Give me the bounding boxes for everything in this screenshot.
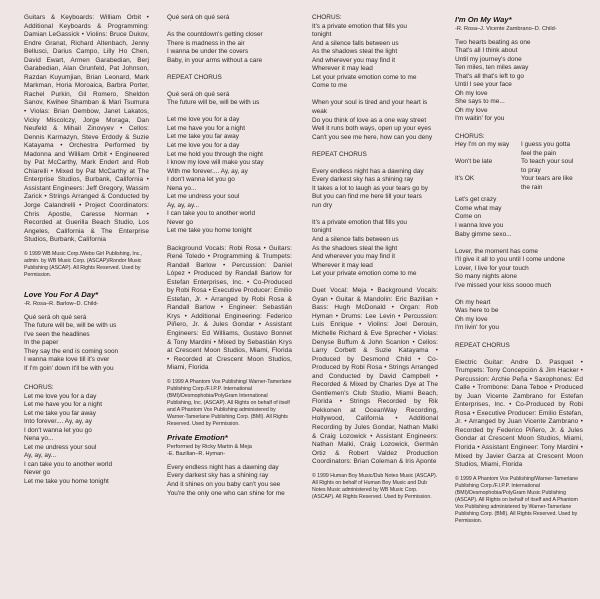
lyric-line: I know my love will make you stay [167, 159, 264, 167]
lyric-line: Lover, I live for your touch [455, 264, 529, 272]
column-4 [455, 14, 583, 531]
chorus-label: CHORUS: [312, 14, 342, 21]
lyric-line: There is madness in the air [167, 39, 245, 47]
lyrics-chorus [312, 23, 438, 91]
song-title: Private Emotion* [167, 433, 228, 443]
lyric-line: the rain [521, 183, 543, 191]
lyric-line: Two hearts beating as one [455, 38, 531, 46]
lyric-line: Nena yo... [24, 435, 54, 443]
lyric-line: Every darkest sky has a shining ray [312, 176, 414, 184]
lyrics-lines [167, 91, 292, 108]
lyric-line: Let your private emotion come to me [312, 270, 417, 278]
lyric-line: Let me undress your soul [24, 443, 97, 451]
copyright-text: © 1999 A Phantom Vox Publishing/Warner-Tamerlane Publishing Corp./F.I.P.P. International (BMI)/Desmophobia/PolyGram Music Publishing (ASCAP). All Rights on behalf of itself and A Phantom Vox Publishing administered by Warner-Tamerlane Publishing Corp. (BMI). All Rights Reserved. Used by Permission. [455, 475, 579, 525]
lyrics-chorus [167, 116, 292, 236]
chorus-two-column [455, 141, 583, 192]
lyric-line: Hey I'm on my way [455, 141, 510, 149]
song-performer: Performed by Ricky Martin & Meja [167, 443, 252, 450]
lyric-line: Qué será oh qué será [167, 90, 230, 98]
lyric-line: Can't you see me here, how can you deny [312, 133, 433, 141]
lyric-line: Let me take you home tonight [167, 227, 252, 235]
lyric-line: Never go [24, 469, 51, 477]
repeat-chorus-label: REPEAT CHORUS [455, 341, 510, 349]
lyric-line: I wanna make love till it's over [24, 356, 110, 364]
lyric-line: Was here to be [455, 307, 499, 315]
lyric-line: And wherever you may find it [312, 56, 396, 64]
lyric-line: Do you think of love as a one way street [312, 116, 427, 124]
lyric-line: That's all that's left to go [455, 72, 525, 80]
lyric-line: Come on [455, 213, 482, 221]
song-title: Love You For A Day* [24, 290, 99, 300]
lyric-line: Ay, ay, ay... [167, 201, 200, 209]
lyric-line: Wherever it may lead [312, 65, 373, 73]
lyric-line: Let me love you for a day [167, 116, 240, 124]
chorus-label: CHORUS: [24, 384, 54, 392]
lyric-line [455, 167, 517, 176]
lyric-line: Until my journey's done [455, 55, 522, 63]
lyric-line: Let's get crazy [455, 196, 497, 204]
lyric-line: It takes a lot to laugh as your tears go by [312, 184, 428, 192]
lyric-line: Every endless night has a dawning day [167, 463, 279, 471]
lyric-line: I've missed your kiss soooo much [455, 281, 552, 289]
lyric-line: Your tears are like [521, 175, 573, 183]
lyric-line: Baby gimme sexo... [455, 230, 512, 238]
copyright-text: © 1999 WB Music Corp./Webo Girl Publishing, Inc., admin. by WB Music Corp. (ASCAP)/Rondor Music Publishing (ASCAP). All Rights Reserved. Used by Permission. [24, 250, 143, 279]
lyric-line: Let me love you for a day [24, 392, 97, 400]
lyrics-verse [167, 31, 292, 65]
lyric-line: Come to me [312, 82, 348, 90]
lyric-line: You're the only one who can shine for me [167, 489, 285, 497]
lyrics-chorus [24, 393, 149, 487]
lyric-line: When your soul is tired and your heart is [312, 99, 428, 107]
lyric-line: I wanna be under the covers [167, 48, 249, 56]
copyright-text: © 1999 Human Boy Music/Dub Notes Music (ASCAP). All Rights on behalf of Human Boy Music and Dub Notes Music administered by WB Music Corp. (ASCAP). All Rights Reserved. Used by Permission. [312, 472, 438, 501]
lyric-line: I guess you gotta [521, 141, 571, 149]
lyric-line: to pray [521, 166, 541, 174]
lyric-line: The future will be, will be with us [24, 322, 117, 330]
lyric-line: I don't wanna let you go [24, 426, 92, 434]
song-credit: -E. Bazilian–R. Hyman- [167, 450, 226, 457]
lyric-line: tonight [312, 227, 332, 235]
copyright-text: © 1999 A Phantom Vox Publishing/ Warner-Tamerlane Publishing Corp./F.I.P.P. International (BMI)/Desmophobia/PolyGram International Publishing, Inc. (ASCAP). All Rights on behalf of itself and A Phantom Vox Publishing administered by Warner-Tamerlane Publishing Corp. (BMI). All Rights Reserved. Used by Permission. [167, 378, 292, 428]
lyric-line: Well it runs both ways, open up your eyes [312, 125, 432, 133]
lyric-line: Qué será oh qué será [167, 14, 230, 21]
lyric-line: I wanna love you [455, 221, 504, 229]
lyric-line: Let me love you for a day [167, 142, 240, 150]
song-credit: -R. Rosa–R. Barlow–D. Child- [24, 300, 99, 307]
lyric-line: Into forever.... Ay, ay, ay [24, 418, 92, 426]
lyrics-verse [312, 168, 438, 211]
lyric-line: Baby, in your arms without a care [167, 56, 263, 64]
song-credit: -R. Rosa–J. Vicente Zambrano–D. Child- [455, 25, 557, 32]
lyrics-verse [24, 314, 149, 374]
lyric-line: Let your private emotion come to me [312, 73, 417, 81]
lyric-line: feel the pain [521, 149, 557, 157]
lyric-line: Ay, ay, ay... [24, 452, 57, 460]
lyric-line: I'll give it all to you until I come undone [455, 256, 566, 264]
lyric-line: It's a private emotion that fills you [312, 218, 407, 226]
lyric-line: weak [312, 107, 328, 115]
lyric-line: I don't wanna let you go [167, 176, 235, 184]
lyric-line: Lover, the moment has come [455, 247, 539, 255]
lyric-line: If I'm goin' down it'll be with you [24, 364, 114, 372]
lyric-line: It's a private emotion that fills you [312, 22, 407, 30]
credits-text: Background Vocals: Robi Rosa • Guitars: René Toledo • Programming & Trumpets: Randall Barlow • Percussion: Daniel López • Produced by Randall Barlow for Estefan Enterprises, Inc. • Co-Produced by Robi Rosa • Executive Producer: Emilio Estefan, Jr. • Arranged by Robi Rosa & Randall Barlow • Engineer: Sebastián Krys • Additional Engineering: Federico Piñero, Jr. & Jules Gondar • Assistant Engineers: Ed Williams, Gustavo Bonnet & Tony Mardini • Mixed by Sebastián Krys at Crescent Moon Studios, Miami, Florida • Recorded at Crescent Moon Studios, Miami, Florida [167, 244, 292, 372]
lyric-line: So many nights alone [455, 273, 517, 281]
lyrics-verse [312, 99, 438, 142]
lyric-line: tonight [312, 31, 332, 39]
lyric-line: They say the end is coming soon [24, 347, 119, 355]
lyric-line [455, 150, 517, 159]
chorus-label: CHORUS: [455, 132, 485, 140]
lyric-line: It's OK [455, 175, 475, 183]
chorus-left-lines [455, 141, 517, 192]
lyric-line: Never go [167, 218, 194, 226]
lyric-line: The future will be, will be with us [167, 99, 260, 107]
lyric-line: Let me have you for a night [167, 124, 246, 132]
lyric-line: Ten miles, ten miles away [455, 64, 529, 72]
lyric-line: And a silence falls between us [312, 236, 399, 244]
lyric-line: Let me have you for a night [24, 401, 103, 409]
column-3 [312, 14, 438, 507]
column-2 [167, 14, 292, 498]
lyric-line: Let me hold you through the night [167, 150, 263, 158]
lyric-line: Oh my love [455, 106, 488, 114]
lyric-line: But you can find me here till your tears [312, 193, 422, 201]
lyric-line: In the paper [24, 339, 59, 347]
lyrics-verse [455, 39, 583, 124]
lyric-line: I've seen the headlines [24, 330, 90, 338]
lyric-line: I'm livin' for you [455, 324, 499, 332]
lyrics-verse [455, 299, 583, 333]
lyric-line: As the countdown's getting closer [167, 31, 263, 39]
lyric-line: I can take you to another world [24, 460, 113, 468]
lyric-line: Oh my love [455, 315, 488, 323]
lyric-line: Won't be late [455, 158, 493, 166]
lyric-line: And a silence falls between us [312, 39, 399, 47]
repeat-chorus-label: REPEAT CHORUS [167, 73, 222, 81]
lyric-line: As the shadows steal the light [312, 244, 398, 252]
credits-text: Guitars & Keyboards: William Orbit • Additional Keyboards & Programming: Damian LeGassick • Violins: Bruce Dukov, Endre Granat, Richard Altenbach, Jenny Bellusci, Darius Campo, Lilly Ho Chen, David Ewart, Armen Garabedian, Berj Garabedian, Alan Grunfeld, Pat Johnson, Razdan Kuyumjian, Brian Leonard, Mark Markman, Horia Moroaica, Barbra Porter, Rachel Purkin, Gil Romero, Sheldon Sanov, Kwihee Shamban & Mari Tsumura • Violas: Brian Dembow, Janet Lakatos, Vicky Miscolczy, Jorge Moraga, Dan Neufeld & Mihail Zinovyev • Cellos: Dennis Karmazyn, Steve Erdody & Suzie Katayama • Orchestra Performed by Madonna and William Orbit • Engineered by Pat McCarthy, Mark Endert and Rob Chiarelli • Mixed by Pat McCarthy at The Enterprise Studios, Burbank, California • Assistant Engineers: Jeff Gregory, Wassim Zarick • Strings Arranged & Conducted by Jorge Calandrelli • Project Coordinators: Chris Apostle, Caresse Norman • Recorded at Guerilla Beach Studio, Los Angeles, California & The Enterprise Studios, Burbank, California [24, 14, 149, 244]
credits-text: Electric Guitar: Andre D. Pasquet • Trumpets: Tony Concepción & Jim Hacker • Percussion: Archie Peña • Saxophones: Ed Calle • Trombone: Dana Teboe • Produced by Juan Vicente Zambrano for Estefan Enterprises, Inc. • Co-Produced by Robi Rosa • Executive Producer: Emilio Estefan, Jr. • Arranged by Juan Vicente Zambrano • Recorded by Federico Piñero, Jr. & Jules Gondar at Crescent Moon Studios, Miami, Florida • Assistant Engineer: Tony Mardini • Mixed by Javier Garza at Crescent Moon Studios, Miami, Florida [455, 358, 583, 469]
lyric-line: Oh my heart [455, 298, 491, 306]
lyrics-lines [167, 14, 292, 23]
lyric-line: As the shadows steal the light [312, 48, 398, 56]
lyric-line: That's all I think about [455, 47, 518, 55]
lyrics-chorus [312, 219, 438, 279]
lyric-line: Until I see your face [455, 81, 512, 89]
lyric-line: I'm waitin' for you [455, 115, 505, 123]
lyrics-verse [455, 196, 583, 239]
lyric-line: To teach your soul [521, 158, 574, 166]
column-1 [24, 14, 149, 487]
lyric-line: Qué será oh qué será [24, 313, 87, 321]
lyric-line: Let me undress your soul [167, 193, 240, 201]
lyrics-verse [455, 248, 583, 291]
lyric-line: Let me take you far away [167, 133, 239, 141]
lyric-line: run dry [312, 201, 333, 209]
lyric-line: I can take you to another world [167, 210, 256, 218]
lyric-line: She says to me... [455, 98, 505, 106]
lyric-line: Oh my love [455, 89, 488, 97]
chorus-right-lines [521, 141, 583, 192]
lyric-line: Wherever it may lead [312, 261, 373, 269]
lyric-line: Let me take you far away [24, 409, 96, 417]
song-title: I'm On My Way* [455, 15, 512, 24]
lyric-line: Every darkest sky has a shining ray [167, 472, 269, 480]
credits-text: Duet Vocal: Meja • Background Vocals: Gyan • Guitar & Mandolin: Eric Bazilian • Bass: Hugh McDonald • Organ: Rob Hyman • Drums: Lee Levin • Percussion: Luis Enrique • Violins: Joel Derouin, Michelle Richard & Eve Sprecher • Violas: Denyse Buffum & John Scanlon • Cellos: Larry Corbett & Suzie Katayama • Produced by Desmond Child • Co-Produced by Robi Rosa • Strings Arranged and Conducted by David Campbell • Recorded & Mixed by Charles Dye at The Gentlemen's Club Studio, Miami Beach, Florida • Strings Recorded by Rik Pekkonen at OceanWay Recording, Hollywood, California • Additional Recording by Jules Gondar, Nathan Malki & Craig Lozowick • Assistant Engineers: Nathan Malki, Craig Lozowick, Germán Ortiz & Robert Valdez Production Coordinators: Brian Coleman & Iris Aponte [312, 287, 438, 466]
repeat-chorus-label: REPEAT CHORUS [312, 150, 367, 158]
lyric-line: Every endless night has a dawning day [312, 167, 424, 175]
lyric-line: Let me take you home tonight [24, 478, 109, 486]
lyric-line: Come what may [455, 204, 502, 212]
lyric-line: With me forever.... Ay, ay, ay [167, 167, 248, 175]
lyrics-verse [167, 464, 292, 498]
lyric-line: Nena yo... [167, 184, 197, 192]
lyric-line: And it shines on you baby can't you see [167, 481, 281, 489]
lyric-line: And wherever you may find it [312, 253, 396, 261]
